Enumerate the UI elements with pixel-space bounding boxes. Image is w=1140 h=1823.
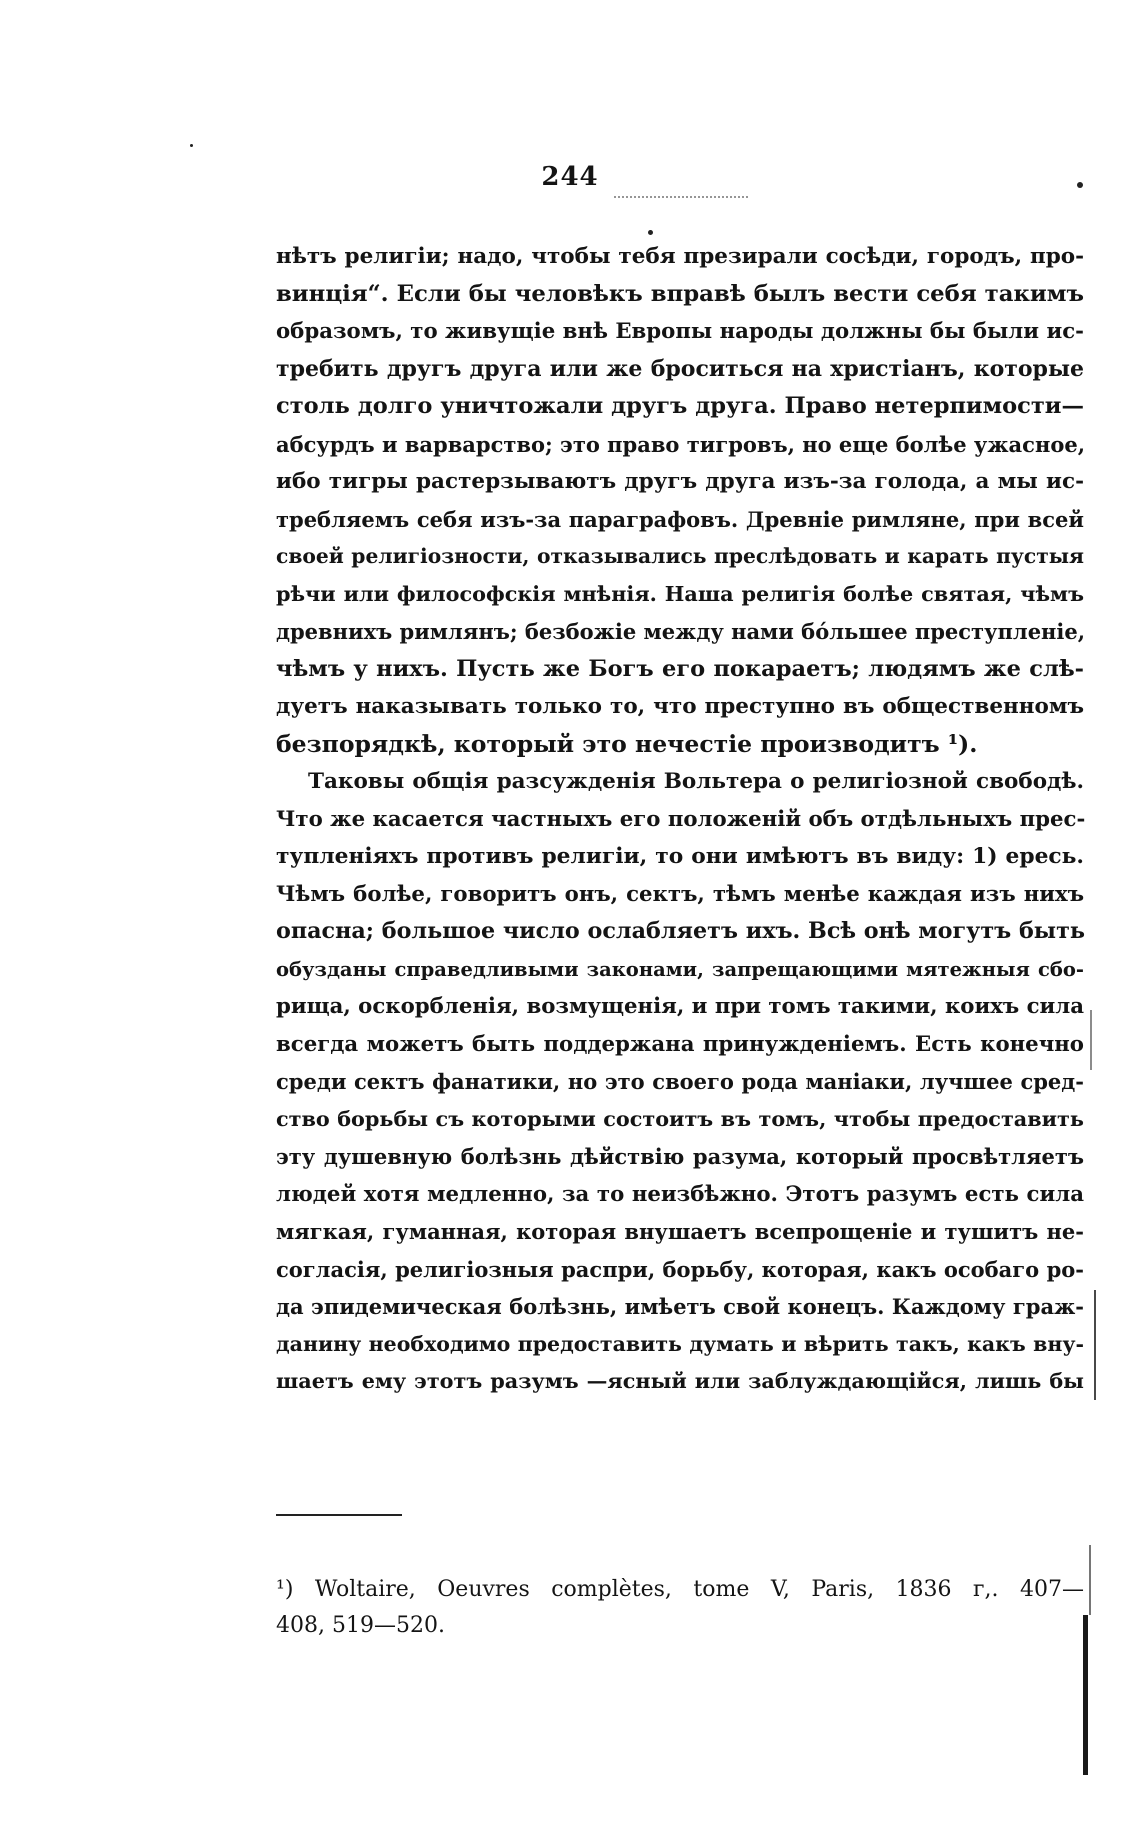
text-line: ство борьбы съ которыми состоитъ въ томъ, чтобы предоставить (276, 1106, 1084, 1131)
text-line: Таковы общія разсужденія Вольтера о религіозной свободѣ. (308, 769, 1084, 794)
text-line: абсурдъ и варварство; это право тигровъ, но еще болѣе ужасное, (276, 431, 1086, 457)
footnote-line: 408, 519—520. (276, 1613, 445, 1638)
text-line: тупленіяхъ противъ религіи, то они имѣютъ въ виду: 1) ересь. (276, 844, 1084, 869)
text-line: среди сектъ фанатики, но это своего рода маніаки, лучшее сред- (276, 1069, 1084, 1094)
text-line: нѣтъ религіи; надо, чтобы тебя презирали сосѣди, городъ, про- (276, 244, 1084, 269)
text-line: ибо тигры растерзываютъ другъ друга изъ-за голода, а мы ис- (276, 469, 1084, 494)
text-line: мягкая, гуманная, которая внушаетъ всепрощеніе и тушитъ не- (276, 1219, 1084, 1244)
text-line: всегда можетъ быть поддержана принужденіемъ. Есть конечно (276, 1031, 1084, 1057)
text-line: древнихъ римлянъ; безбожіе между нами бóльшее преступленіе, (276, 619, 1086, 644)
text-line: дуетъ наказывать только то, что преступно въ общественномъ (276, 694, 1084, 719)
footnote (276, 1572, 1084, 1644)
text-line: безпорядкѣ, который это нечестіе производитъ ¹). (276, 729, 978, 758)
text-line: Что же касается частныхъ его положеній объ отдѣльныхъ прес- (276, 806, 1086, 832)
text-line: эту душевную болѣзнь дѣйствію разума, который просвѣтляетъ (276, 1144, 1084, 1169)
margin-speck (190, 144, 193, 147)
text-line: людей хотя медленно, за то неизбѣжно. Этотъ разумъ есть сила (276, 1181, 1084, 1207)
scan-edge-line (1094, 1290, 1096, 1400)
page-number: 244 (541, 162, 599, 192)
text-line: обузданы справедливыми законами, запрещающими мятежныя сбо- (276, 957, 1084, 981)
footnote-rule (276, 1514, 402, 1516)
text-line: образомъ, то живущіе внѣ Европы народы должны бы были ис- (276, 319, 1084, 344)
text-line: винція“. Если бы человѣкъ вправѣ былъ вести себя такимъ (276, 280, 1084, 307)
text-line: согласія, религіозныя распри, борьбу, которая, какъ особаго ро- (276, 1256, 1084, 1282)
text-line: данину необходимо предоставить думать и вѣрить такъ, какъ вну- (276, 1331, 1084, 1356)
text-line: Чѣмъ болѣе, говоритъ онъ, сектъ, тѣмъ менѣе каждая изъ нихъ (276, 881, 1084, 907)
scan-edge-line (1090, 1010, 1092, 1070)
text-line: столь долго уничтожали другъ друга. Право нетерпимости— (276, 393, 1084, 419)
text-line: требить другъ друга или же броситься на христіанъ, которые (276, 355, 1084, 382)
text-line: своей религіозности, отказывались преслѣдовать и карать пустыя (276, 544, 1084, 568)
header-speck (1077, 182, 1083, 188)
text-line: требляемъ себя изъ-за параграфовъ. Древніе римляне, при всей (276, 506, 1084, 532)
main-text (276, 238, 1084, 1401)
header-speck (648, 230, 653, 235)
scan-edge-line (1083, 1615, 1088, 1775)
footnote-line: ¹) Woltaire, Oeuvres complètes, tome V, Paris, 1836 г,. 407— (276, 1577, 1084, 1602)
text-line: рища, оскорбленія, возмущенія, и при томъ такими, коихъ сила (276, 994, 1085, 1019)
header-ornament (614, 196, 748, 206)
text-line: шаетъ ему этотъ разумъ —ясный или заблуждающійся, лишь бы (276, 1369, 1084, 1393)
text-line: опасна; большое число ослабляетъ ихъ. Всѣ онѣ могутъ быть (276, 918, 1085, 944)
text-line: рѣчи или философскія мнѣнія. Наша религія болѣе святая, чѣмъ (276, 581, 1084, 606)
text-line: чѣмъ у нихъ. Пусть же Богъ его покараетъ; людямъ же слѣ- (276, 655, 1084, 682)
text-line: да эпидемическая болѣзнь, имѣетъ свой конецъ. Каждому граж- (276, 1294, 1084, 1319)
scan-edge-line (1089, 1545, 1091, 1615)
